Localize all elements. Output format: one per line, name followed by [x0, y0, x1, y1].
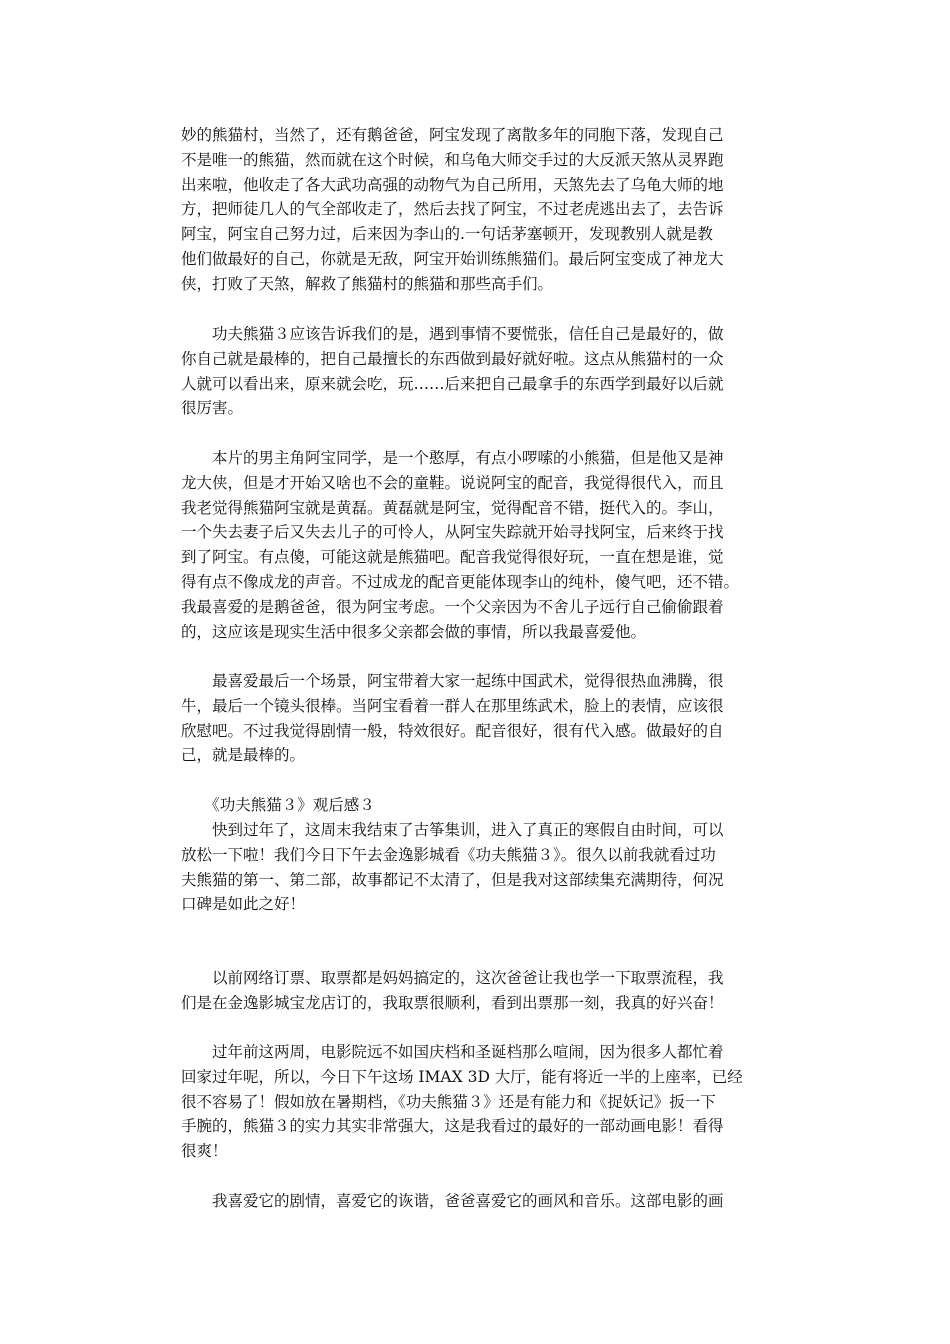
paragraph-favorite-scene: 最喜爱最后一个场景，阿宝带着大家一起练中国武术，觉得很热血沸腾，很 牛，最后一个镜头很棒。当阿宝看着一群人在那里练武术，脸上的表情，应该很 欣慰吧。不过我觉得剧情一般，特效很好。配音很好，很有代入感。做最好的自 己，就是最棒的。 [181, 672, 724, 765]
paragraph-winter-break: 快到过年了，这周末我结束了古筝集训，进入了真正的寒假自由时间，可以 放松一下啦！我们今日下午去金逸影城看《功夫熊猫３》。很久以前我就看过功 夫熊猫的第一、第二部，故事都记不太清了，但是我对这部续集充满期待，何况 口碑是如此之好！ [181, 821, 724, 914]
section-heading: 《功夫熊猫３》观后感３ [181, 796, 375, 814]
paragraph-story-summary: 妙的熊猫村，当然了，还有鹅爸爸，阿宝发现了离散多年的同胞下落，发现自己 不是唯一的熊猫，然而就在这个时候，和乌龟大师交手过的大反派天煞从灵界跑 出来啦，他收走了各大武功高强的动物气为自己所用，天煞先去了乌龟大师的地 方，把师徒几人的气全部收走了，然后去找了阿宝，不过老虎逃出去了，去告诉 阿宝，阿宝自己努力过，后来因为李山的.一句话茅塞顿开，发现教别人就是教 他们做最好的自己，你就是无敌，阿宝开始训练熊猫们。最后阿宝变成了神龙大 侠，打败了天煞，解救了熊猫村的熊猫和那些高手们。 [181, 126, 724, 293]
paragraph-ticket: 以前网络订票、取票都是妈妈搞定的，这次爸爸让我也学一下取票流程，我 们是在金逸影城宝龙店订的，我取票很顺利，看到出票那一刻，我真的好兴奋！ [181, 969, 724, 1012]
paragraph-lesson: 功夫熊猫３应该告诉我们的是，遇到事情不要慌张，信任自己是最好的，做 你自己就是最棒的，把自己最擅长的东西做到最好就好啦。这点从熊猫村的一众 人就可以看出来，原来就会吃，玩……后来把自己最拿手的东西学到最好以后就 很厉害。 [181, 325, 724, 418]
paragraph-likes: 我喜爱它的剧情，喜爱它的诙谐，爸爸喜爱它的画风和音乐。这部电影的画 [181, 1192, 724, 1210]
paragraph-characters: 本片的男主角阿宝同学，是一个憨厚，有点小啰嗦的小熊猫，但是他又是神 龙大侠，但是才开始又啥也不会的童鞋。说说阿宝的配音，我觉得很代入，而且 我老觉得熊猫阿宝就是黄磊。黄磊就是阿宝，觉得配音不错，挺代入的。李山， 一个失去妻子后又失去儿子的可怜人，从阿宝失踪就开始寻找阿宝，后来终于找 到了阿宝。有点傻，可能这就是熊猫吧。配音我觉得很好玩，一直在想是谁，觉 得有点不像成龙的声音。不过成龙的配音更能体现李山的纯朴，傻气吧，还不错。 我最喜爱的是鹅爸爸，很为阿宝考虑。一个父亲因为不舍儿子远行自己偷偷跟着 的，这应该是现实生活中很多父亲都会做的事情，所以我最喜爱他。 [181, 449, 740, 641]
paragraph-cinema: 过年前这两周，电影院远不如国庆档和圣诞档那么喧闹，因为很多人都忙着 回家过年呢，所以，今日下午这场 IMAX 3D 大厅，能有将近一半的上座率，已经 很不容易了！假如放在暑期档，《功夫熊猫３》还是有能力和《捉妖记》扳一下 手腕的，熊猫３的实力其实非常强大，这是我看过的最好的一部动画电影！看得 很爽！ [181, 1043, 743, 1161]
